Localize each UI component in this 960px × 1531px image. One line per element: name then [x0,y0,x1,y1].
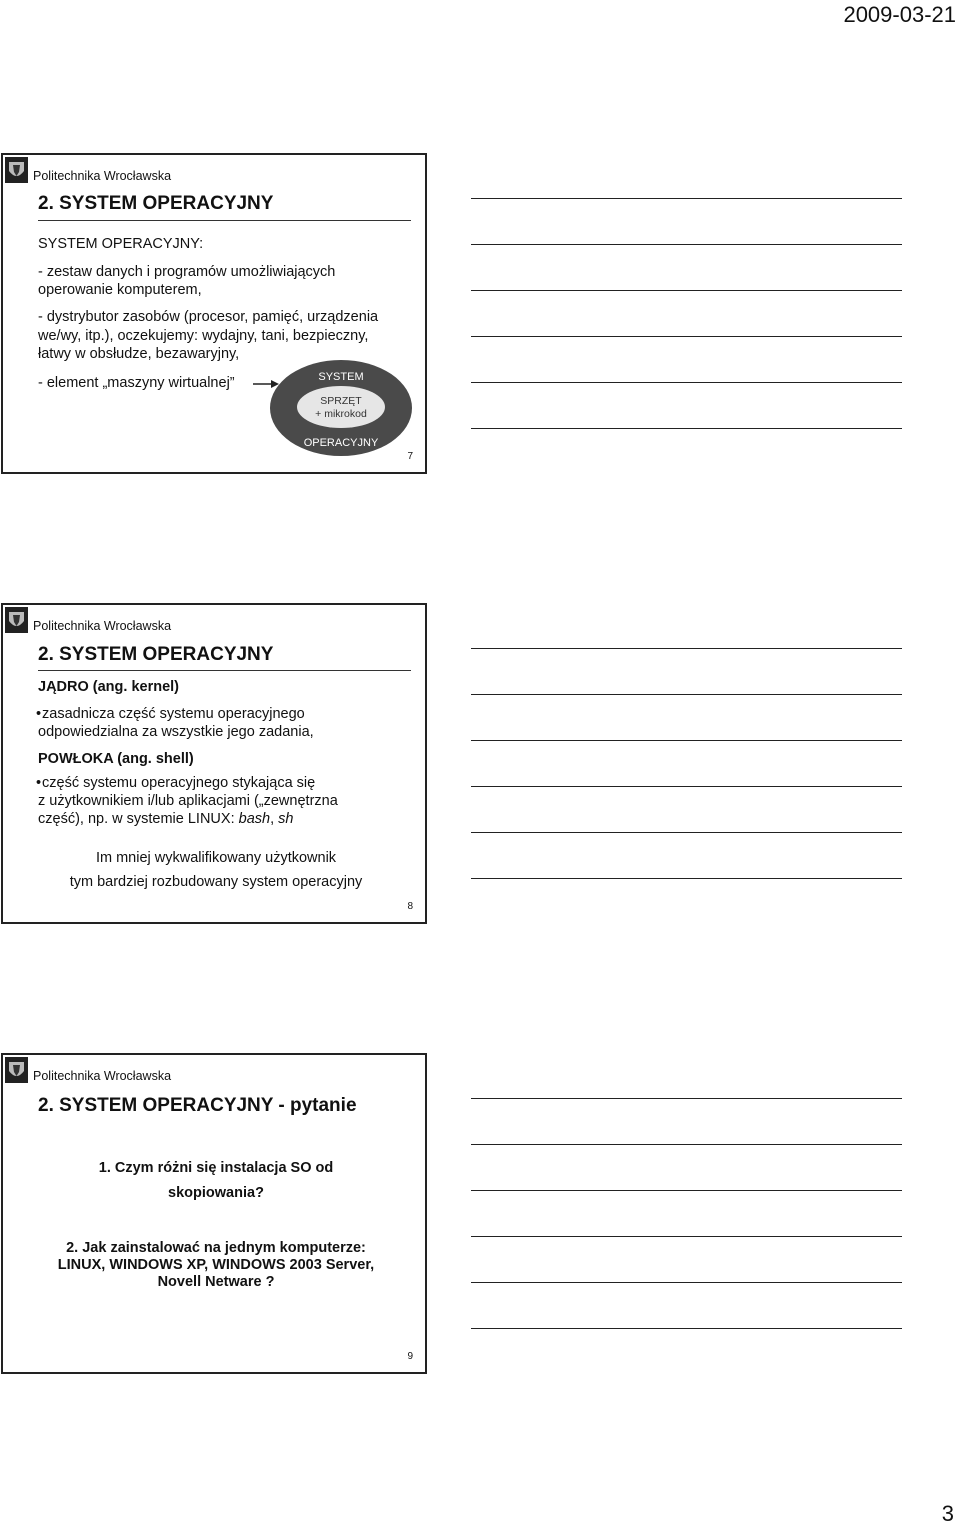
note-line [471,290,902,291]
title-divider [38,220,411,221]
note-line [471,382,902,383]
slide-8 [1,603,427,924]
page-date: 2009-03-21 [843,2,956,27]
shell-example-bash: bash [238,811,271,827]
diagram-label-microcode: + mikrokod [315,408,367,420]
slide-number: 9 [407,1351,413,1362]
text-line: operowanie komputerem, [38,282,202,298]
note-line [471,1190,902,1191]
text-line: - dystrybutor zasobów (procesor, pamięć, urządzenia [38,309,379,325]
hardware-inner-ellipse [297,386,385,428]
slide-9 [1,1053,427,1374]
note-line [471,648,902,649]
note-line [471,1328,902,1329]
slide-title: 2. SYSTEM OPERACYJNY - pytanie [38,1095,357,1116]
kernel-text: • zasadnicza część systemu operacyjnego [38,705,305,723]
university-logo-icon [5,1057,28,1083]
question-2-cont: Novell Netware ? [157,1274,275,1290]
slide-number: 7 [407,451,413,462]
note-line [471,694,902,695]
closing-line: Im mniej wykwalifikowany użytkownik [95,850,337,866]
text-line: - element „maszyny wirtualnej” [38,375,235,391]
note-line [471,878,902,879]
note-line [471,832,902,833]
note-line [471,1144,902,1145]
diagram-label-hardware: SPRZĘT [320,395,362,407]
note-line [471,244,902,245]
shell-text-line [38,810,293,828]
closing-line: tym bardziej rozbudowany system operacyjny [69,874,363,890]
university-logo-icon [5,157,28,183]
question-2: 2. Jak zainstalować na jednym komputerze: [66,1240,366,1256]
page-number: 3 [941,1501,954,1526]
kernel-text: odpowiedzialna za wszystkie jego zadania, [38,724,314,740]
title-divider [38,670,411,671]
note-line [471,740,902,741]
note-line [471,336,902,337]
slide-7 [1,153,427,474]
shell-text: część), np. w systemie LINUX: [38,811,239,827]
note-line [471,786,902,787]
definition-heading: SYSTEM OPERACYJNY: [38,236,204,252]
university-name: Politechnika Wrocławska [33,619,172,633]
shell-heading: POWŁOKA (ang. shell) [38,751,194,767]
question-2-cont: LINUX, WINDOWS XP, WINDOWS 2003 Server, [57,1257,375,1273]
text-line: łatwy w obsłudze, bezawaryjny, [38,346,240,362]
shell-text: • część systemu operacyjnego stykająca się [38,774,315,792]
text-line: we/wy, itp.), oczekujemy: wydajny, tani, bezpieczny, [38,328,369,344]
diagram-label-operacyjny: OPERACYJNY [303,437,379,449]
note-line [471,198,902,199]
question-1: 1. Czym różni się instalacja SO od [98,1160,334,1176]
note-line [471,1098,902,1099]
shell-example-sh: sh [278,811,294,827]
shell-text: z użytkownikiem i/lub aplikacjami („zewnętrzna [38,793,338,809]
slide-number: 8 [407,901,413,912]
slide-title: 2. SYSTEM OPERACYJNY [38,193,274,214]
note-line [471,428,902,429]
university-logo-icon [5,607,28,633]
university-name: Politechnika Wrocławska [33,169,172,183]
note-line [471,1282,902,1283]
diagram-label-system: SYSTEM [318,371,364,383]
note-line [471,1236,902,1237]
os-layer-diagram [269,359,413,457]
text-line: - zestaw danych i programów umożliwiających [38,264,336,280]
question-1-cont: skopiowania? [168,1185,264,1201]
kernel-heading: JĄDRO (ang. kernel) [38,679,179,695]
slide-title: 2. SYSTEM OPERACYJNY [38,644,274,665]
university-name: Politechnika Wrocławska [33,1069,172,1083]
separator: , [270,811,279,827]
